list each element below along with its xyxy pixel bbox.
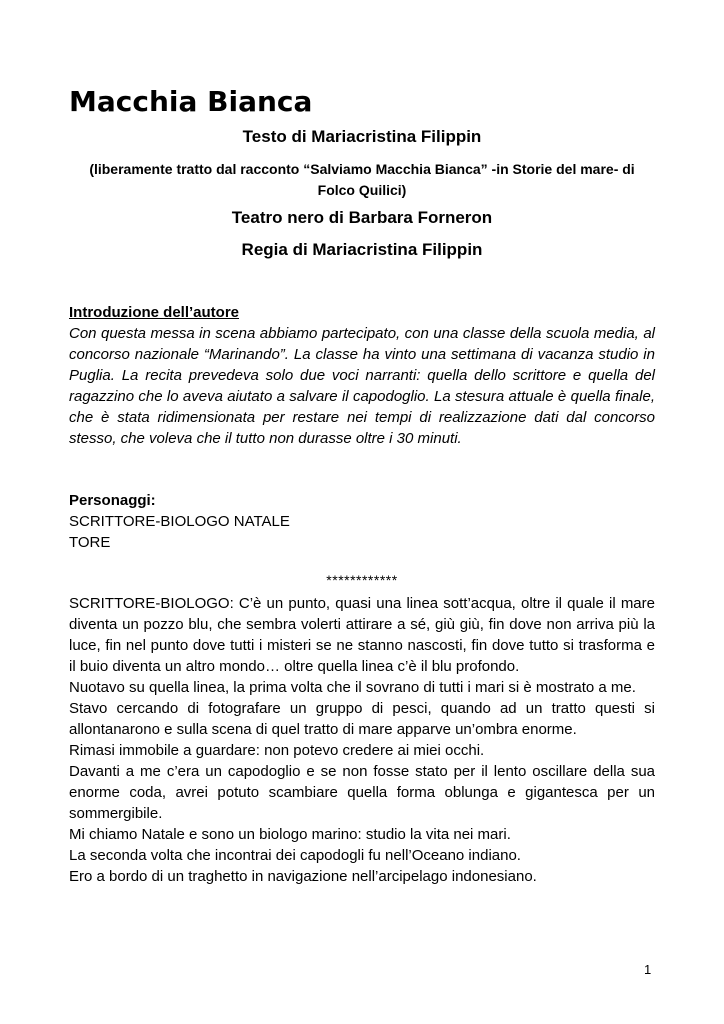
script-paragraph: Ero a bordo di un traghetto in navigazione nell’arcipelago indonesiano.	[69, 868, 537, 885]
characters-heading: Personaggi:	[69, 492, 156, 509]
theatre-line: Teatro nero di Barbara Forneron	[231, 208, 493, 227]
script-paragraph: Davanti a me c’era un capodoglio e se non fosse stato per il lento oscillare della sua enorme coda, avrei potuto scambiare quella forma oblunga e gigantesca per un sommergibile.	[69, 763, 655, 822]
script-paragraph: SCRITTORE-BIOLOGO: C’è un punto, quasi una linea sott’acqua, oltre il quale il mare diventa un pozzo blu, che sembra volerti attirare a sé, giù giù, fin dove non arriva più la luce, fin nel punto dove tutti i misteri se ne stanno nascosti, fin dove tutto si trasforma e il buio diventa un altro mondo… oltre quella linea c’è il blu profondo.	[69, 595, 655, 675]
script-text	[69, 593, 655, 887]
script-paragraph: La seconda volta che incontrai dei capodogli fu nell’Oceano indiano.	[69, 847, 521, 864]
section-separator: ************	[326, 572, 398, 588]
document-title: Macchia Bianca	[69, 85, 313, 118]
character-item: SCRITTORE-BIOLOGO NATALE	[69, 513, 290, 530]
script-paragraph: Stavo cercando di fotografare un gruppo di pesci, quando ad un tratto questi si allontanarono e sulla scena di quel tratto di mare apparve un’ombra enorme.	[69, 700, 655, 738]
characters-list	[69, 511, 655, 553]
page-number: 1	[644, 962, 652, 977]
introduction-heading: Introduzione dell’autore	[69, 304, 240, 321]
script-paragraph: Nuotavo su quella linea, la prima volta che il sovrano di tutti i mari si è mostrato a me.	[69, 679, 636, 696]
script-paragraph: Rimasi immobile a guardare: non potevo credere ai miei occhi.	[69, 742, 485, 759]
author-line: Testo di Mariacristina Filippin	[242, 127, 482, 146]
director-line: Regia di Mariacristina Filippin	[241, 240, 483, 259]
source-note: (liberamente tratto dal racconto “Salviamo Macchia Bianca” -in Storie del mare- di Folco Quilici)	[89, 161, 635, 198]
character-item: TORE	[69, 534, 111, 551]
introduction-text: Con questa messa in scena abbiamo partecipato, con una classe della scuola media, al concorso nazionale “Marinando”. La classe ha vinto una settimana di vacanza studio in Puglia. La recita prevedeva solo due voci narranti: quella dello scrittore e quella del ragazzino che lo aveva aiutato a salvare il capodoglio. La stesura attuale è quella finale, che è stata ridimensionata per restare nei tempi di realizzazione dati dal concorso stesso, che voleva che il tutto non durasse oltre i 30 minuti.	[69, 325, 655, 447]
script-paragraph: Mi chiamo Natale e sono un biologo marino: studio la vita nei mari.	[69, 826, 511, 843]
